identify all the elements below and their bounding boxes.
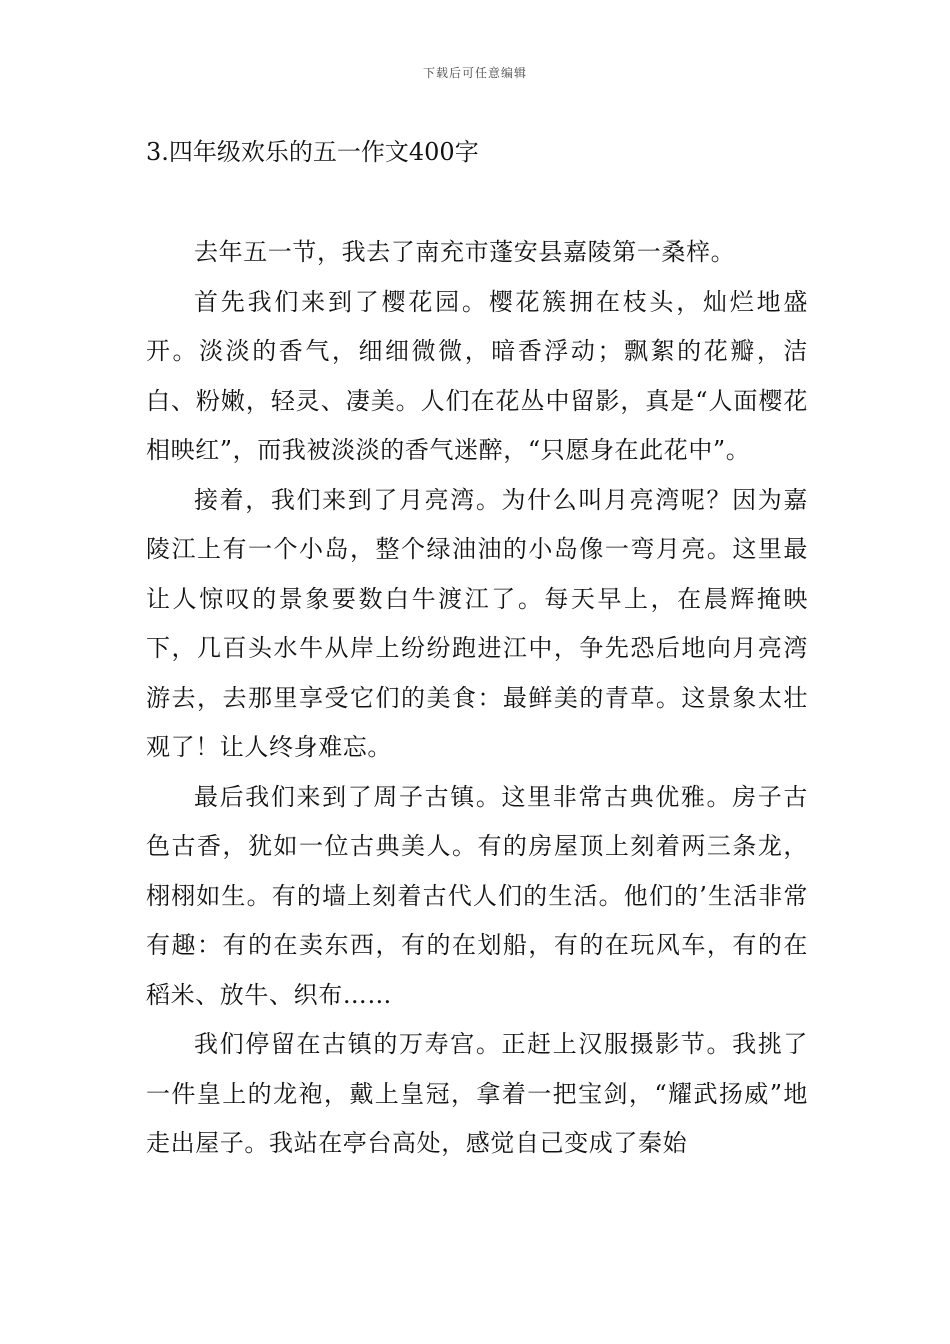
paragraph-2: 首先我们来到了樱花园。樱花簇拥在枝头，灿烂地盛开。淡淡的香气，细细微微，暗香浮动；飘絮的花瓣，洁白、粉嫩，轻灵、凄美。人们在花丛中留影，真是“人面樱花相映红”，而我被淡淡的香气迷醉，“只愿身在此花中”。 <box>146 287 808 464</box>
paragraph-5: 我们停留在古镇的万寿宫。正赶上汉服摄影节。我挑了一件皇上的龙袍，戴上皇冠，拿着一把宝剑，“耀武扬威”地走出屋子。我站在亭台高处，感觉自己变成了秦始 <box>146 1030 808 1157</box>
paragraph-3: 接着，我们来到了月亮湾。为什么叫月亮湾呢？因为嘉陵江上有一个小岛，整个绿油油的小岛像一弯月亮。这里最让人惊叹的景象要数白牛渡江了。每天早上，在晨辉掩映下，几百头水牛从岸上纷纷跑进江中，争先恐后地向月亮湾游去，去那里享受它们的美食：最鲜美的青草。这景象太壮观了！让人终身难忘。 <box>146 485 808 761</box>
paragraph-4: 最后我们来到了周子古镇。这里非常古典优雅。房子古色古香，犹如一位古典美人。有的房屋顶上刻着两三条龙，栩栩如生。有的墙上刻着古代人们的生活。他们的’生活非常有趣：有的在卖东西，有的在划船，有的在玩风车，有的在稻米、放牛、织布…… <box>146 782 808 1009</box>
document-title: 3.四年级欢乐的五一作文400字 <box>146 138 479 166</box>
paragraph-1: 去年五一节，我去了南充市蓬安县嘉陵第一桑梓。 <box>194 238 736 266</box>
document-body <box>146 228 808 1169</box>
page-header-note: 下载后可任意编辑 <box>422 66 527 80</box>
